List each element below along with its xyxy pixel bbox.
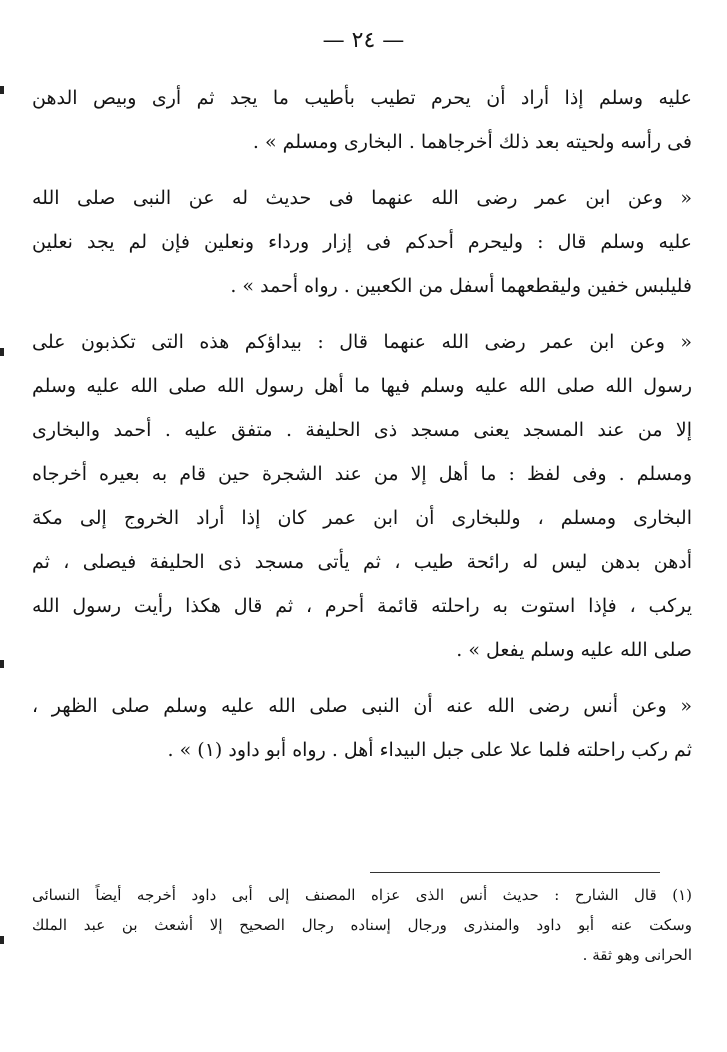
text-line: يركب ، فإذا استوت به راحلته قائمة أحرم ، ثم قال هكذا رأيت رسول الله (32, 595, 692, 617)
text-line: إلا من عند المسجد يعنى مسجد ذى الحليفة . متفق عليه . أحمد والبخارى (32, 419, 692, 441)
footnotes (32, 880, 692, 970)
text-line: البخارى ومسلم ، وللبخارى أن ابن عمر كان إذا أراد الخروج إلى مكة (32, 507, 692, 529)
text-line: صلى الله عليه وسلم يفعل » . (456, 639, 692, 661)
footnote-line: وسكت عنه أبو داود والمنذرى ورجال إسناده رجال الصحيح إلا أشعث بن عبد الملك (32, 916, 692, 934)
text-line: فى رأسه ولحيته بعد ذلك أخرجاهما . البخارى ومسلم » . (252, 131, 692, 153)
text-line: ثم ركب راحلته فلما علا على جبل البيداء أهل . رواه أبو داود (١) » . (167, 739, 692, 761)
footnote-line: الحرانى وهو ثقة . (582, 946, 692, 964)
scan-edge-mark (0, 86, 4, 94)
scan-edge-mark (0, 660, 4, 668)
paragraph (32, 76, 692, 164)
paragraph (32, 320, 692, 672)
text-line: « وعن ابن عمر رضى الله عنهما قال : بيداؤكم هذه التى تكذبون على (32, 331, 692, 353)
scan-edge-mark (0, 936, 4, 944)
text-line: عليه وسلم قال : وليحرم أحدكم فى إزار ورداء ونعلين فإن لم يجد نعلين (32, 231, 692, 253)
text-line: « وعن ابن عمر رضى الله عنهما فى حديث له عن النبى صلى الله (32, 187, 692, 209)
text-line: ومسلم . وفى لفظ : ما أهل إلا من عند الشجرة حين قام به بعيره أخرجاه (32, 463, 692, 485)
footnote-line: (١) قال الشارح : حديث أنس الذى عزاه المصنف إلى أبى داود أخرجه أيضاً النسائى (32, 886, 692, 904)
page-number: — ٢٤ — (322, 28, 405, 53)
text-line: أدهن بدهن ليس له رائحة طيب ، ثم يأتى مسجد ذى الحليفة فيصلى ، ثم (32, 551, 692, 573)
paragraph (32, 684, 692, 772)
scan-edge-mark (0, 348, 4, 356)
paragraph (32, 176, 692, 308)
text-line: فليلبس خفين وليقطعهما أسفل من الكعبين . رواه أحمد » . (230, 275, 692, 297)
text-line: عليه وسلم إذا أراد أن يحرم تطيب بأطيب ما يجد ثم أرى وبيص الدهن (32, 87, 692, 109)
footnote-divider (370, 872, 660, 873)
text-line: « وعن أنس رضى الله عنه أن النبى صلى الله عليه وسلم صلى الظهر ، (32, 695, 692, 717)
text-line: رسول الله صلى الله عليه وسلم فيها ما أهل رسول الله صلى الله عليه وسلم (32, 375, 692, 397)
main-text (32, 76, 692, 772)
